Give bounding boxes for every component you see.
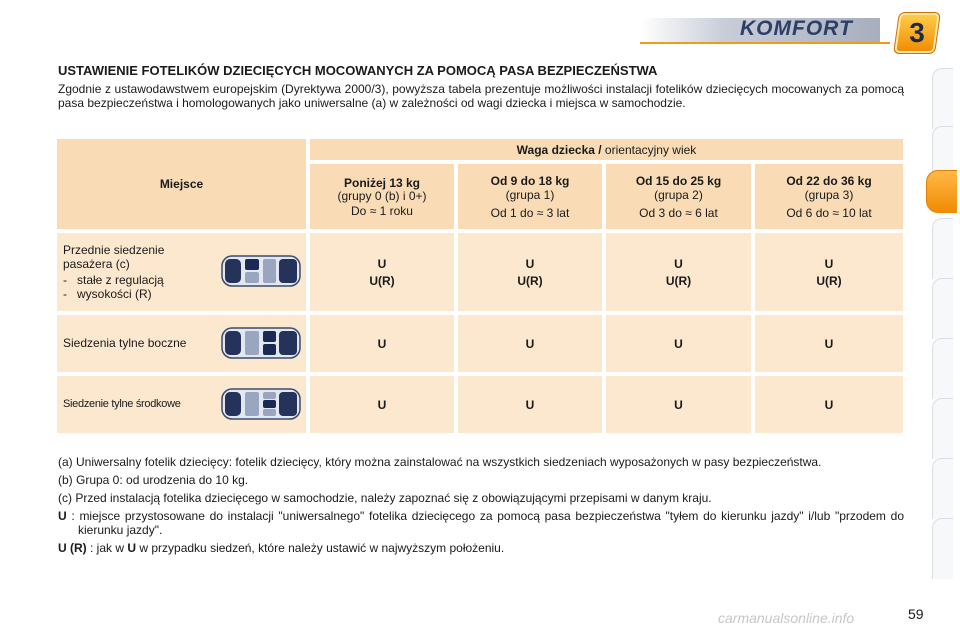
cell-value: U bbox=[824, 397, 834, 412]
cell-value: U bbox=[377, 397, 387, 412]
row-label-line: Przednie siedzenie bbox=[63, 243, 165, 257]
col-title: Od 9 do 18 kg bbox=[490, 173, 570, 188]
cell-front-2 bbox=[606, 233, 751, 311]
chapter-tab[interactable] bbox=[932, 278, 953, 339]
cell-rear-side-0 bbox=[310, 315, 454, 372]
cell-value: U(R) bbox=[517, 273, 543, 288]
chapter-tabs bbox=[928, 68, 960, 578]
row-label-line: - stałe z regulacją bbox=[63, 273, 164, 287]
cell-rear-side-1 bbox=[458, 315, 602, 372]
cell-rear-side-3 bbox=[755, 315, 903, 372]
cell-value: U bbox=[824, 336, 834, 351]
cell-front-1 bbox=[458, 233, 602, 311]
cell-rear-center-2 bbox=[606, 376, 751, 433]
cell-value: U bbox=[674, 256, 683, 271]
section-title: USTAWIENIE FOTELIKÓW DZIECIĘCYCH MOCOWANYCH ZA POMOCĄ PASA BEZPIECZEŃSTWA bbox=[58, 63, 658, 78]
cell-front-0 bbox=[310, 233, 454, 311]
footnote-key: U bbox=[58, 509, 67, 523]
cell-rear-center-3 bbox=[755, 376, 903, 433]
car-seat-front-icon bbox=[221, 253, 301, 289]
row-label-rear-center bbox=[57, 376, 306, 433]
chapter-number: 3 bbox=[909, 17, 925, 48]
header-underline bbox=[640, 42, 890, 44]
footnote-a: (a) Uniwersalny fotelik dziecięcy: fotelik dziecięcy, który można zainstalować na wszystkich siedzeniach wyposażonych w pasy bezpieczeństwa. bbox=[58, 455, 822, 469]
row-label-line: pasażera (c) bbox=[63, 257, 130, 271]
chapter-tab-active[interactable] bbox=[926, 170, 957, 213]
col-header-2 bbox=[606, 164, 751, 229]
footnote-b: (b) Grupa 0: od urodzenia do 10 kg. bbox=[58, 473, 249, 487]
col-header-3 bbox=[755, 164, 903, 229]
cell-value: U(R) bbox=[369, 273, 395, 288]
cell-value: U bbox=[674, 336, 683, 351]
place-header-text: Miejsce bbox=[159, 177, 204, 191]
cell-rear-side-2 bbox=[606, 315, 751, 372]
cell-value: U(R) bbox=[816, 273, 842, 288]
footnote-u bbox=[58, 509, 904, 537]
col-title: Poniżej 13 kg bbox=[343, 175, 421, 190]
footnote-text: : jak w bbox=[86, 541, 128, 555]
cell-rear-center-0 bbox=[310, 376, 454, 433]
col-header-1 bbox=[458, 164, 602, 229]
cell-value: U bbox=[525, 336, 535, 351]
weight-header-rest: orientacyjny wiek bbox=[601, 142, 697, 157]
footnote-key: U bbox=[127, 541, 137, 555]
col-age: Do ≈ 1 roku bbox=[351, 203, 413, 218]
row-label-line: Siedzenia tylne boczne bbox=[63, 336, 187, 350]
page-header bbox=[0, 0, 960, 56]
col-age: Od 3 do ≈ 6 lat bbox=[639, 205, 718, 220]
chapter-badge bbox=[893, 12, 941, 54]
col-group: (grupa 1) bbox=[505, 187, 555, 202]
chapter-tab[interactable] bbox=[932, 398, 953, 459]
col-group: (grupa 3) bbox=[804, 187, 854, 202]
col-title: Od 15 do 25 kg bbox=[635, 173, 722, 188]
row-label-rear-side bbox=[57, 315, 306, 372]
page-number: 59 bbox=[908, 606, 924, 622]
cell-value: U bbox=[674, 397, 683, 412]
cell-value: U bbox=[824, 256, 834, 271]
footnote-text: : miejsce przystosowane do instalacji "uniwersalnego" fotelika dziecięcego za pomocą pasa bezpieczeństwa "tyłem do kierunku jazdy" i/lub "przodem do kierunku jazdy". bbox=[66, 509, 904, 537]
row-label-front bbox=[57, 233, 306, 311]
chapter-tab[interactable] bbox=[932, 458, 953, 519]
cell-value: U(R) bbox=[665, 273, 692, 288]
car-seat-rear-center-icon bbox=[221, 386, 301, 422]
col-age: Od 1 do ≈ 3 lat bbox=[490, 205, 570, 220]
cell-rear-center-1 bbox=[458, 376, 602, 433]
col-header-0 bbox=[310, 164, 454, 229]
cell-front-3 bbox=[755, 233, 903, 311]
footnote-key: U (R) bbox=[58, 541, 87, 555]
cell-value: U bbox=[377, 256, 387, 271]
row-label-line: - wysokości (R) bbox=[63, 287, 152, 301]
chapter-title: KOMFORT bbox=[740, 17, 853, 40]
cell-value: U bbox=[525, 256, 535, 271]
col-title: Od 22 do 36 kg bbox=[786, 173, 872, 188]
col-age: Od 6 do ≈ 10 lat bbox=[786, 205, 872, 220]
weight-header bbox=[310, 139, 903, 160]
watermark: carmanualsonline.info bbox=[718, 610, 855, 626]
chapter-tab[interactable] bbox=[932, 518, 953, 579]
intro-paragraph: Zgodnie z ustawodawstwem europejskim (Dyrektywa 2000/3), powyższa tabela prezentuje możliwości instalacji fotelików dziecięcych mocowanych za pomocą pasa bezpieczeństwa i homologowanych jako uniwersalne (a) w zależności od wagi dziecka i miejsca w samochodzie. bbox=[58, 82, 904, 110]
weight-header-bold: Waga dziecka / bbox=[516, 142, 602, 157]
col-group: (grupa 2) bbox=[654, 187, 703, 202]
row-label-line: Siedzenie tylne środkowe bbox=[63, 398, 181, 410]
chapter-tab[interactable] bbox=[932, 338, 953, 399]
cell-value: U bbox=[377, 336, 387, 351]
footnote-text: w przypadku siedzeń, które należy ustawić w najwyższym położeniu. bbox=[136, 541, 505, 555]
col-group: (grupy 0 (b) i 0+) bbox=[337, 188, 427, 203]
car-seat-rear-side-icon bbox=[221, 325, 301, 361]
chapter-tab[interactable] bbox=[932, 218, 953, 279]
footnotes bbox=[58, 455, 904, 559]
place-header bbox=[57, 139, 306, 229]
footnote-ur bbox=[58, 541, 904, 555]
chapter-tab[interactable] bbox=[932, 68, 953, 129]
cell-value: U bbox=[525, 397, 535, 412]
footnote-c: (c) Przed instalacją fotelika dziecięcego w samochodzie, należy zapoznać się z obowiązującymi przepisami w danym kraju. bbox=[58, 491, 712, 505]
